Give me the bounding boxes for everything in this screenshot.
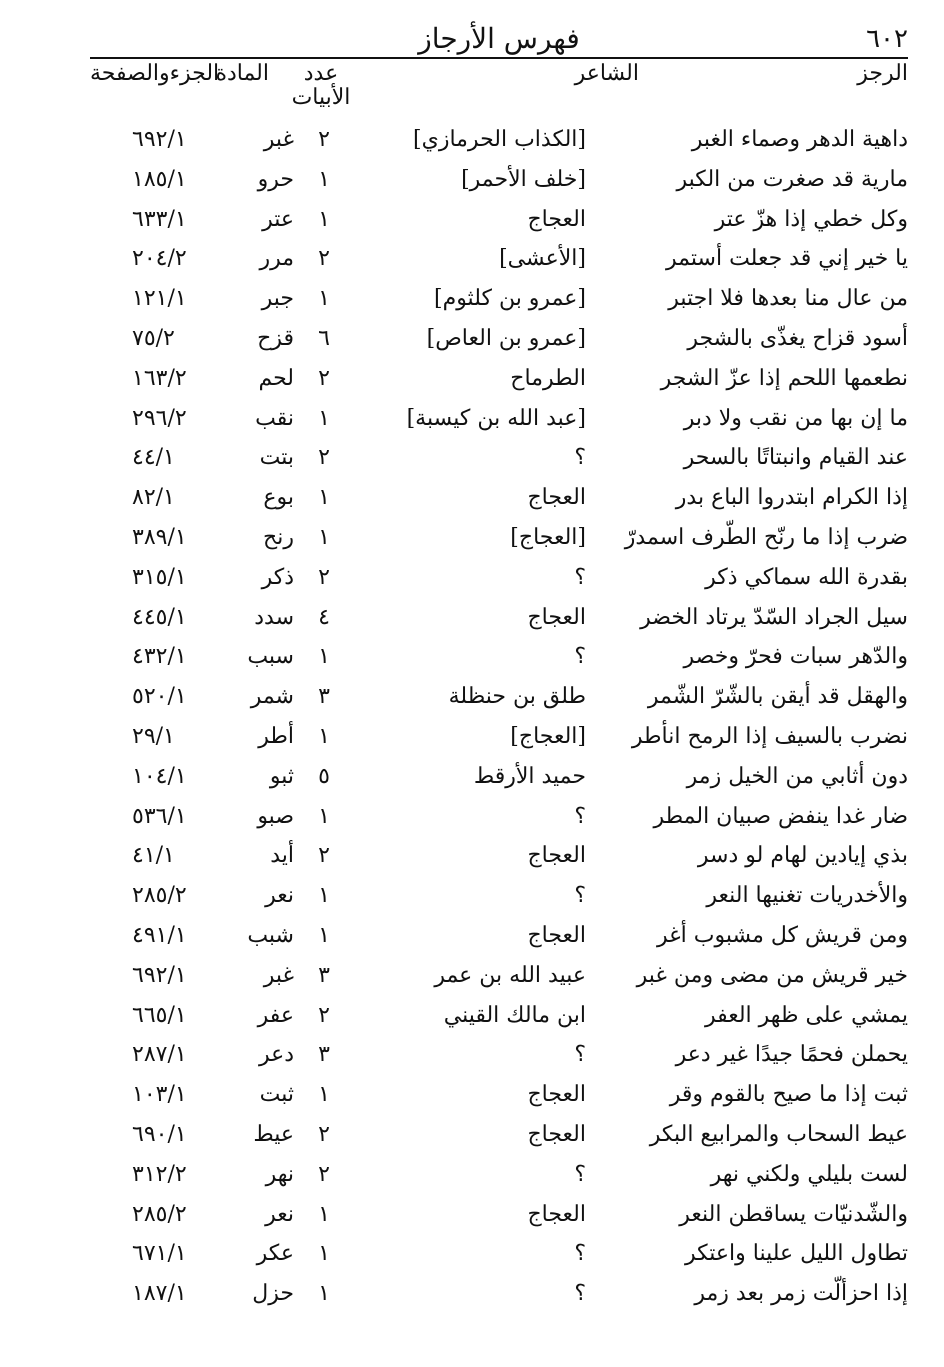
table-row xyxy=(0,1234,944,1274)
volume-page-ref: ٤٤٥/١ xyxy=(132,604,187,630)
table-row xyxy=(0,399,944,439)
poet-name: ؟ xyxy=(574,883,586,909)
verse-count: ١ xyxy=(318,644,330,670)
table-row xyxy=(0,239,944,279)
root-word: ثبت xyxy=(259,1082,294,1108)
verse-count: ١ xyxy=(318,883,330,909)
table-row xyxy=(0,996,944,1036)
poet-name: [خلف الأحمر] xyxy=(461,166,586,192)
poet-name: العجاج xyxy=(527,604,586,630)
table-row xyxy=(0,120,944,160)
rajaz-text: والأخدريات تغنيها النعر xyxy=(706,883,908,909)
volume-page-ref: ٦٩٢/١ xyxy=(132,127,187,152)
table-row xyxy=(0,916,944,956)
verse-count: ١ xyxy=(318,405,330,431)
volume-page-ref: ٢٨٧/١ xyxy=(132,1042,187,1068)
volume-page-ref: ٢٩/١ xyxy=(132,723,175,749)
volume-page-ref: ٥٢٠/١ xyxy=(132,684,187,710)
verse-count: ٢ xyxy=(318,127,330,152)
rajaz-text: وكل خطي إذا هزّ عتر xyxy=(714,206,908,232)
root-word: عيط xyxy=(253,1121,294,1147)
poet-name: العجاج xyxy=(527,206,586,232)
root-word: نقب xyxy=(255,405,294,431)
rajaz-text: يحملن فحمًا جيدًا غير دعر xyxy=(675,1042,908,1068)
running-head xyxy=(90,22,908,58)
table-row xyxy=(0,1035,944,1075)
rajaz-text: مارية قد صغرت من الكبر xyxy=(676,166,908,192)
poet-name: [العجاج] xyxy=(510,524,586,550)
rajaz-text: ما إن بها من نقب ولا دبر xyxy=(683,405,908,431)
rajaz-text: ومن قريش كل مشبوب أغر xyxy=(657,922,908,948)
root-word: دعر xyxy=(258,1042,294,1068)
table-row xyxy=(0,200,944,240)
volume-page-ref: ٢٩٦/٢ xyxy=(132,405,187,431)
root-word: عكر xyxy=(256,1241,294,1267)
rajaz-text: بذي إيادين لهام لو دسر xyxy=(697,843,908,869)
poet-name: العجاج xyxy=(527,922,586,948)
table-row xyxy=(0,797,944,837)
root-word: شمر xyxy=(250,684,294,710)
rajaz-text: بقدرة الله سماكي ذكر xyxy=(705,564,908,590)
poet-name: [العجاج] xyxy=(510,723,586,749)
verse-count: ٣ xyxy=(318,684,330,710)
verse-count: ٢ xyxy=(318,1161,330,1187)
table-row xyxy=(0,1075,944,1115)
volume-page-ref: ٢٨٥/٢ xyxy=(132,883,187,909)
verse-count: ٦ xyxy=(318,325,330,351)
verse-count: ٢ xyxy=(318,843,330,869)
poet-name: حميد الأرقط xyxy=(473,763,586,789)
root-word: نعر xyxy=(265,883,294,909)
root-word: غبر xyxy=(263,962,294,988)
rajaz-text: داهية الدهر وصماء الغبر xyxy=(691,127,908,152)
table-row xyxy=(0,956,944,996)
rajaz-text: من عال منا بعدها فلا اجتبر xyxy=(668,286,908,312)
root-word: مرر xyxy=(259,246,294,272)
root-word: سدد xyxy=(254,604,294,630)
table-row xyxy=(0,359,944,399)
root-word: نعر xyxy=(265,1201,294,1227)
rajaz-text: ثبت إذا ما صيح بالقوم وقر xyxy=(669,1082,908,1108)
verse-count: ٥ xyxy=(318,763,330,789)
verse-count: ٣ xyxy=(318,962,330,988)
table-row xyxy=(0,717,944,757)
volume-page-ref: ١٢١/١ xyxy=(132,286,187,312)
rajaz-text: يمشي على ظهر العفر xyxy=(704,1002,908,1028)
volume-page-ref: ١٦٣/٢ xyxy=(132,365,187,391)
table-row xyxy=(0,598,944,638)
column-header-poet: الشاعر xyxy=(574,61,639,86)
verse-count: ١ xyxy=(318,1281,330,1307)
verse-count: ١ xyxy=(318,524,330,550)
verse-count: ٢ xyxy=(318,564,330,590)
root-word: جبر xyxy=(261,286,294,312)
root-word: بوع xyxy=(263,485,294,511)
volume-page-ref: ٥٣٦/١ xyxy=(132,803,187,829)
root-word: صبو xyxy=(257,803,294,829)
root-word: حرو xyxy=(257,166,294,192)
poet-name: ابن مالك القيني xyxy=(443,1002,586,1028)
root-word: أيد xyxy=(270,843,294,869)
poet-name: العجاج xyxy=(527,1201,586,1227)
root-word: نهر xyxy=(265,1161,294,1187)
column-header-verse-count: عدد الأبيات xyxy=(291,61,351,110)
table-row xyxy=(0,478,944,518)
table-row xyxy=(0,876,944,916)
rajaz-text: ضرب إذا ما رنّح الطّرف اسمدرّ xyxy=(624,524,908,550)
verse-count: ١ xyxy=(318,485,330,511)
root-word: ثبو xyxy=(269,763,294,789)
verse-count: ١ xyxy=(318,1201,330,1227)
verse-count: ١ xyxy=(318,922,330,948)
volume-page-ref: ٤١/١ xyxy=(132,843,175,869)
volume-page-ref: ١٠٤/١ xyxy=(132,763,187,789)
poet-name: [عبد الله بن كيسبة] xyxy=(406,405,586,431)
verse-count: ٢ xyxy=(318,1121,330,1147)
page-number: ٦٠٢ xyxy=(866,24,908,54)
table-row xyxy=(0,757,944,797)
verse-count: ١ xyxy=(318,803,330,829)
verse-count: ٢ xyxy=(318,246,330,272)
verse-count: ١ xyxy=(318,166,330,192)
volume-page-ref: ٦٩٠/١ xyxy=(132,1121,187,1147)
volume-page-ref: ٦٣٣/١ xyxy=(132,206,187,232)
rajaz-text: لست بليلي ولكني نهر xyxy=(710,1161,908,1187)
root-word: شبب xyxy=(247,922,294,948)
poet-name: العجاج xyxy=(527,1082,586,1108)
rajaz-text: خير قريش من مضى ومن غبر xyxy=(636,962,908,988)
poet-name: طلق بن حنظلة xyxy=(448,684,586,710)
root-word: حزل xyxy=(252,1281,294,1307)
poet-name: ؟ xyxy=(574,1161,586,1187)
root-word: ذكر xyxy=(261,564,294,590)
verse-count: ٤ xyxy=(318,604,330,630)
rajaz-text: نضرب بالسيف إذا الرمح انأطر xyxy=(631,723,908,749)
volume-page-ref: ٣١٢/٢ xyxy=(132,1161,187,1187)
poet-name: ؟ xyxy=(574,803,586,829)
rajaz-text: والشّدنيّات يساقطن النعر xyxy=(679,1201,908,1227)
column-header-volume-page: الجزءوالصفحة xyxy=(90,61,220,86)
verse-count: ١ xyxy=(318,206,330,232)
rajaz-text: والدّهر سبات فحرّ وخصر xyxy=(683,644,908,670)
volume-page-ref: ٦٩٢/١ xyxy=(132,962,187,988)
root-word: غبر xyxy=(263,127,294,152)
rajaz-text: إذا الكرام ابتدروا الباع بدر xyxy=(675,485,908,511)
rajaz-text: نطعمها اللحم إذا عزّ الشجر xyxy=(660,365,908,391)
volume-page-ref: ٤٤/١ xyxy=(132,445,175,471)
poet-name: [عمرو بن كلثوم] xyxy=(433,286,586,312)
volume-page-ref: ٦٦٥/١ xyxy=(132,1002,187,1028)
poet-name: ؟ xyxy=(574,1281,586,1307)
poet-name: الطرماح xyxy=(510,365,586,391)
poet-name: ؟ xyxy=(574,1042,586,1068)
poet-name: [عمرو بن العاص] xyxy=(426,325,586,351)
volume-page-ref: ٦٧١/١ xyxy=(132,1241,187,1267)
poet-name: [الأعشى] xyxy=(499,246,586,272)
page-title: فهرس الأرجاز xyxy=(418,22,580,55)
volume-page-ref: ٧٥/٢ xyxy=(132,325,175,351)
table-row xyxy=(0,836,944,876)
table-row xyxy=(0,558,944,598)
column-header-root: المادة xyxy=(215,61,269,86)
table-row xyxy=(0,319,944,359)
rajaz-text: دون أثابي من الخيل زمر xyxy=(686,763,908,789)
volume-page-ref: ٢٠٤/٢ xyxy=(132,246,187,272)
root-word: سبب xyxy=(247,644,294,670)
poet-name: [الكذاب الحرمازي] xyxy=(413,127,586,152)
volume-page-ref: ٣٨٩/١ xyxy=(132,524,187,550)
volume-page-ref: ٤٩١/١ xyxy=(132,922,187,948)
verse-count: ١ xyxy=(318,1241,330,1267)
poet-name: عبيد الله بن عمر xyxy=(434,962,586,988)
poet-name: ؟ xyxy=(574,564,586,590)
root-word: عفر xyxy=(257,1002,294,1028)
rajaz-text: يا خير إني قد جعلت أستمر xyxy=(666,246,908,272)
volume-page-ref: ٤٣٢/١ xyxy=(132,644,187,670)
rajaz-text: تطاول الليل علينا واعتكر xyxy=(684,1241,908,1267)
rajaz-text: عيط السحاب والمرابيع البكر xyxy=(649,1121,908,1147)
rajaz-text: أسود قزاح يغذّى بالشجر xyxy=(687,325,908,351)
poet-name: العجاج xyxy=(527,1121,586,1147)
table-row xyxy=(0,518,944,558)
rajaz-text: والهقل قد أيقن بالشّرّ الشّمر xyxy=(647,684,908,710)
table-row xyxy=(0,1115,944,1155)
volume-page-ref: ٣١٥/١ xyxy=(132,564,187,590)
rajaz-text: عند القيام وانبتاتًا بالسحر xyxy=(683,445,908,471)
volume-page-ref: ٨٢/١ xyxy=(132,485,175,511)
table-row xyxy=(0,1274,944,1314)
verse-count: ١ xyxy=(318,723,330,749)
verse-count: ٢ xyxy=(318,365,330,391)
verse-count: ١ xyxy=(318,1082,330,1108)
volume-page-ref: ١٠٣/١ xyxy=(132,1082,187,1108)
table-row xyxy=(0,1195,944,1235)
rajaz-text: إذا احزألّت زمر بعد زمر xyxy=(694,1281,908,1307)
poet-name: ؟ xyxy=(574,445,586,471)
rajaz-text: ضار غدا ينفض صبيان المطر xyxy=(653,803,908,829)
root-word: لحم xyxy=(258,365,294,391)
table-row xyxy=(0,279,944,319)
table-row xyxy=(0,1155,944,1195)
table-row xyxy=(0,438,944,478)
header-rule xyxy=(90,57,908,59)
poet-name: ؟ xyxy=(574,644,586,670)
volume-page-ref: ٢٨٥/٢ xyxy=(132,1201,187,1227)
verse-count: ١ xyxy=(318,286,330,312)
root-word: رنح xyxy=(263,524,294,550)
poet-name: العجاج xyxy=(527,843,586,869)
index-table xyxy=(0,120,944,1314)
table-row xyxy=(0,677,944,717)
verse-count: ٣ xyxy=(318,1042,330,1068)
rajaz-text: سيل الجراد السّدّ يرتاد الخضر xyxy=(640,604,908,630)
volume-page-ref: ١٨٧/١ xyxy=(132,1281,187,1307)
root-word: عتر xyxy=(262,206,294,232)
volume-page-ref: ١٨٥/١ xyxy=(132,166,187,192)
verse-count: ٢ xyxy=(318,445,330,471)
root-word: بتت xyxy=(259,445,294,471)
verse-count: ٢ xyxy=(318,1002,330,1028)
column-header-rajaz: الرجز xyxy=(857,61,908,86)
root-word: أطر xyxy=(258,723,294,749)
root-word: قزح xyxy=(257,325,294,351)
poet-name: ؟ xyxy=(574,1241,586,1267)
poet-name: العجاج xyxy=(527,485,586,511)
table-row xyxy=(0,637,944,677)
table-row xyxy=(0,160,944,200)
